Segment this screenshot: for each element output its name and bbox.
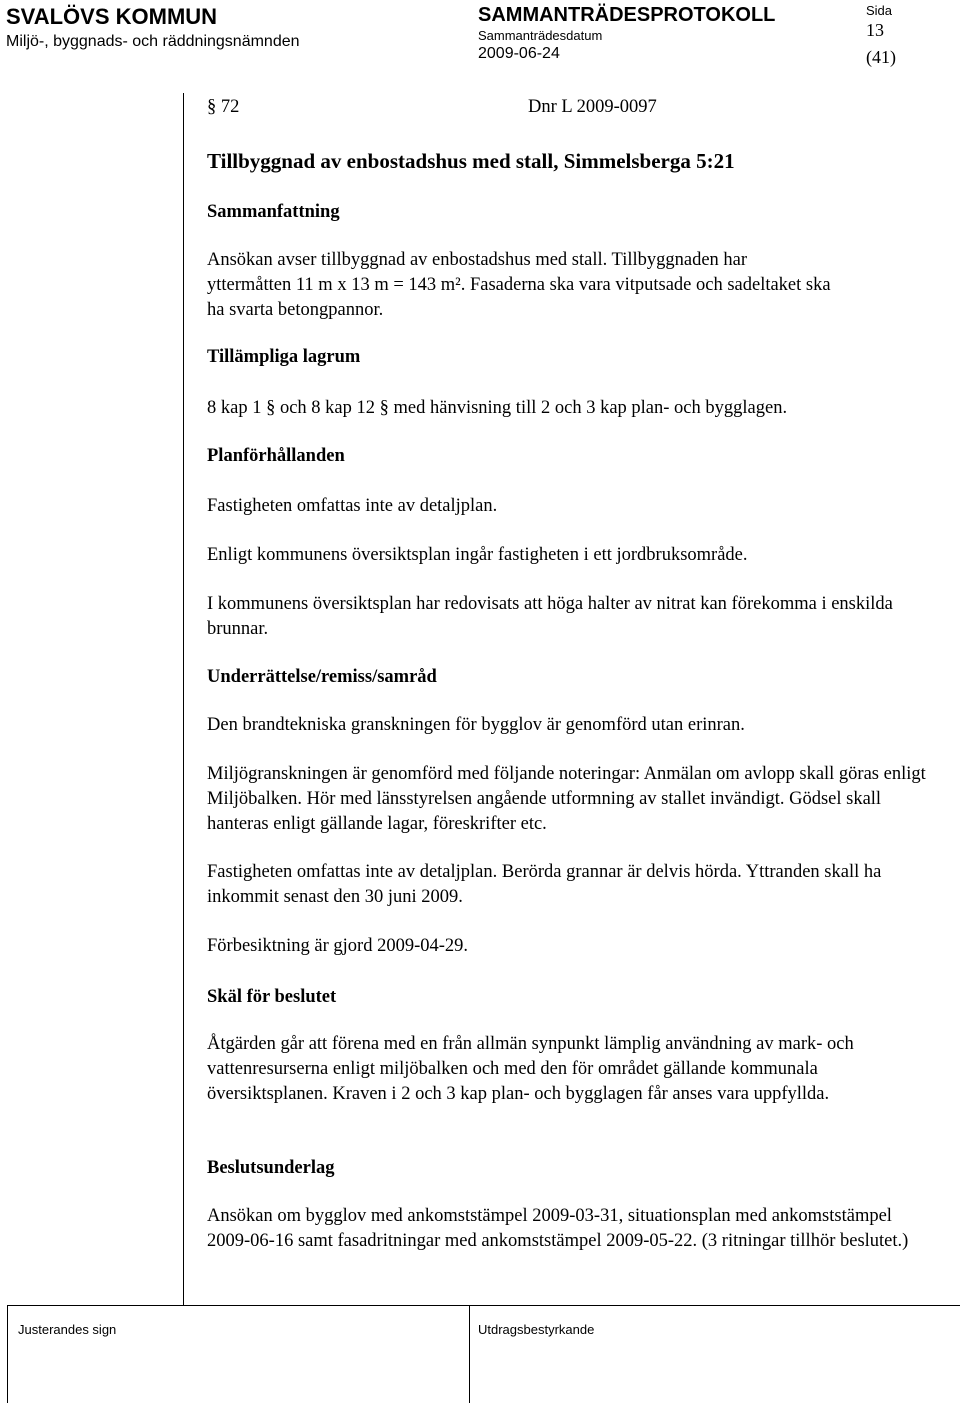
footer-divider-left [7, 1305, 8, 1403]
reason-heading: Skäl för beslutet [207, 987, 337, 1007]
document-type: SAMMANTRÄDESPROTOKOLL [478, 4, 776, 26]
committee-name: Miljö-, byggnads- och räddningsnämnden [6, 33, 300, 50]
notice-p2: Miljögranskningen är genomförd med följande noteringar: Anmälan om avlopp skall göras enligt Miljöbalken. Hör med länsstyrelsen angående utformning av stallet invändigt. Gödsel skall hanteras enligt gällande lagar, föreskrifter etc. [207, 764, 926, 834]
page-total: (41) [866, 47, 896, 67]
plan-p2: Enligt kommunens översiktsplan ingår fastigheten i ett jordbruksområde. [207, 545, 748, 565]
basis-text: Ansökan om bygglov med ankomststämpel 2009-03-31, situationsplan med ankomststämpel 2009-06-16 samt fasadritningar med ankomststämpel 2009-05-22. (3 ritningar tillhör beslutet.) [207, 1206, 909, 1251]
section-mark: § [207, 97, 217, 117]
basis-heading: Beslutsunderlag [207, 1158, 335, 1178]
dnr: Dnr L 2009-0097 [528, 97, 657, 117]
page-number: 13 [866, 20, 884, 40]
notice-p4: Förbesiktning är gjord 2009-04-29. [207, 936, 469, 956]
page-label: Sida [866, 3, 893, 18]
item-header [207, 95, 927, 120]
law-heading: Tillämpliga lagrum [207, 347, 361, 367]
notice-p1: Den brandtekniska granskningen för bygglov är genomförd utan erinran. [207, 715, 745, 735]
notice-heading: Underrättelse/remiss/samråd [207, 667, 437, 687]
justerandes-sign-label: Justerandes sign [18, 1322, 117, 1337]
meeting-date: 2009-06-24 [478, 45, 560, 62]
summary-text: Ansökan avser tillbyggnad av enbostadshus med stall. Tillbyggnaden har yttermåtten 11 m x 13 m = 143 m². Fasaderna ska vara vitputsade och sadeltaket ska ha svarta betongpannor. [207, 250, 831, 320]
plan-p3: I kommunens översiktsplan har redovisats att höga halter av nitrat kan förekomma i enskilda brunnar. [207, 594, 893, 639]
left-margin-rule [183, 93, 184, 1305]
utdragsbestyrkande-label: Utdragsbestyrkande [478, 1322, 595, 1337]
notice-p3: Fastigheten omfattas inte av detaljplan. Berörda grannar är delvis hörda. Yttranden skall ha inkommit senast den 30 juni 2009. [207, 862, 882, 907]
item-number: 72 [220, 97, 240, 117]
reason-text: Åtgärden går att förena med en från allmän synpunkt lämplig användning av mark- och vattenresurserna enligt miljöbalken och med den för området gällande kommunala översiktsplanen. Kraven i 2 och 3 kap plan- och bygglagen får anses vara uppfyllda. [207, 1034, 854, 1104]
law-text: 8 kap 1 § och 8 kap 12 § med hänvisning till 2 och 3 kap plan- och bygglagen. [207, 398, 788, 418]
summary-heading: Sammanfattning [207, 202, 340, 222]
plan-heading: Planförhållanden [207, 446, 345, 466]
footer-divider-mid [469, 1305, 470, 1403]
item-title: Tillbyggnad av enbostadshus med stall, Simmelsberga 5:21 [207, 149, 735, 173]
municipality-name: SVALÖVS KOMMUN [6, 4, 218, 29]
footer-top-rule [7, 1305, 960, 1306]
date-label: Sammanträdesdatum [478, 28, 603, 43]
plan-p1: Fastigheten omfattas inte av detaljplan. [207, 496, 498, 516]
